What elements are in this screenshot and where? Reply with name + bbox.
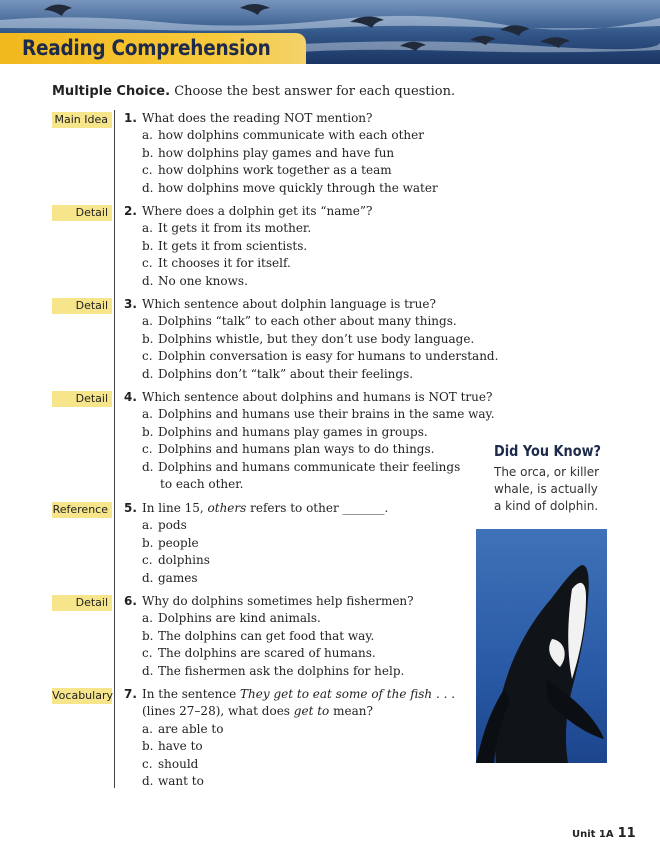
page-footer xyxy=(572,822,636,841)
question-tag: Detail xyxy=(52,298,112,314)
question-tag: Main Idea xyxy=(52,112,112,128)
answer-option-continued: to each other. xyxy=(160,477,244,492)
answer-option[interactable]: a. pods xyxy=(142,518,187,533)
answer-option[interactable]: a. Dolphins are kind animals. xyxy=(142,611,321,626)
question-text-line2: (lines 27–28), what does get to mean? xyxy=(142,704,373,719)
answer-option[interactable]: b. Dolphins whistle, but they don’t use body language. xyxy=(142,331,475,346)
question-tag: Reference xyxy=(52,502,112,518)
question-text: Which sentence about dolphins and humans is NOT true? xyxy=(142,390,493,404)
answer-option[interactable]: d. Dolphins and humans communicate their feelings xyxy=(142,459,461,474)
answer-option[interactable]: b. The dolphins can get food that way. xyxy=(142,628,375,643)
answer-option[interactable]: a. are able to xyxy=(142,721,224,736)
answer-option[interactable]: d. The fishermen ask the dolphins for help. xyxy=(142,663,405,678)
question-1 xyxy=(124,110,469,197)
answer-option[interactable]: b. Dolphins and humans play games in groups. xyxy=(142,424,428,439)
answer-option[interactable]: c. Dolphin conversation is easy for humans to understand. xyxy=(142,349,499,364)
question-number: 5. xyxy=(124,501,137,515)
question-text: Where does a dolphin get its “name”? xyxy=(142,204,373,218)
question-4 xyxy=(124,389,495,493)
answer-option[interactable]: d. want to xyxy=(142,774,204,789)
unit-label: Unit 1A xyxy=(572,829,614,840)
answer-option[interactable]: b. It gets it from scientists. xyxy=(142,238,308,253)
question-number: 2. xyxy=(124,204,137,218)
instructions xyxy=(52,84,455,99)
question-tag: Detail xyxy=(52,595,112,611)
answer-option[interactable]: c. how dolphins work together as a team xyxy=(142,163,392,178)
divider-line xyxy=(114,110,115,788)
answer-option[interactable]: b. people xyxy=(142,535,199,550)
answer-option[interactable]: c. It chooses it for itself. xyxy=(142,256,291,271)
question-number: 7. xyxy=(124,687,137,701)
orca-photo xyxy=(476,529,607,763)
answer-option[interactable]: c. dolphins xyxy=(142,553,210,568)
question-7 xyxy=(124,686,469,790)
question-text: Which sentence about dolphin language is true? xyxy=(142,297,436,311)
answer-option[interactable]: d. No one knows. xyxy=(142,273,248,288)
question-5 xyxy=(124,500,469,587)
question-2 xyxy=(124,203,469,290)
answer-option[interactable]: a. Dolphins “talk” to each other about many things. xyxy=(142,314,457,329)
answer-option[interactable]: c. should xyxy=(142,756,199,771)
answer-option[interactable]: b. have to xyxy=(142,739,203,754)
question-6 xyxy=(124,593,469,680)
did-you-know-title: Did You Know? xyxy=(494,442,602,460)
instructions-label: Multiple Choice. xyxy=(52,84,171,99)
question-tag: Detail xyxy=(52,391,112,407)
answer-option[interactable]: d. games xyxy=(142,570,198,585)
answer-option[interactable]: c. The dolphins are scared of humans. xyxy=(142,646,376,661)
answer-option[interactable]: a. Dolphins and humans use their brains in the same way. xyxy=(142,407,495,422)
answer-option[interactable]: c. Dolphins and humans plan ways to do things. xyxy=(142,442,435,457)
page-number: 11 xyxy=(617,826,636,841)
question-tag: Vocabulary xyxy=(52,689,113,702)
answer-option[interactable]: d. how dolphins move quickly through the water xyxy=(142,180,438,195)
question-text: What does the reading NOT mention? xyxy=(142,111,373,125)
did-you-know-text: The orca, or killer whale, is actually a kind of dolphin. xyxy=(494,465,600,513)
question-number: 6. xyxy=(124,594,137,608)
question-text: In line 15, others refers to other _______. xyxy=(142,501,389,515)
question-text: Why do dolphins sometimes help fishermen? xyxy=(142,594,414,608)
answer-option[interactable]: b. how dolphins play games and have fun xyxy=(142,145,395,160)
page-title: Reading Comprehension xyxy=(22,36,271,60)
question-number: 1. xyxy=(124,111,137,125)
answer-option[interactable]: a. how dolphins communicate with each other xyxy=(142,128,424,143)
question-number: 4. xyxy=(124,390,137,404)
question-tag: Detail xyxy=(52,205,112,221)
question-number: 3. xyxy=(124,297,137,311)
question-text: In the sentence They get to eat some of the fish . . . xyxy=(142,687,456,701)
instructions-text: Choose the best answer for each question. xyxy=(174,84,456,99)
answer-option[interactable]: d. Dolphins don’t “talk” about their feelings. xyxy=(142,366,414,381)
question-3 xyxy=(124,296,499,383)
answer-option[interactable]: a. It gets it from its mother. xyxy=(142,221,312,236)
